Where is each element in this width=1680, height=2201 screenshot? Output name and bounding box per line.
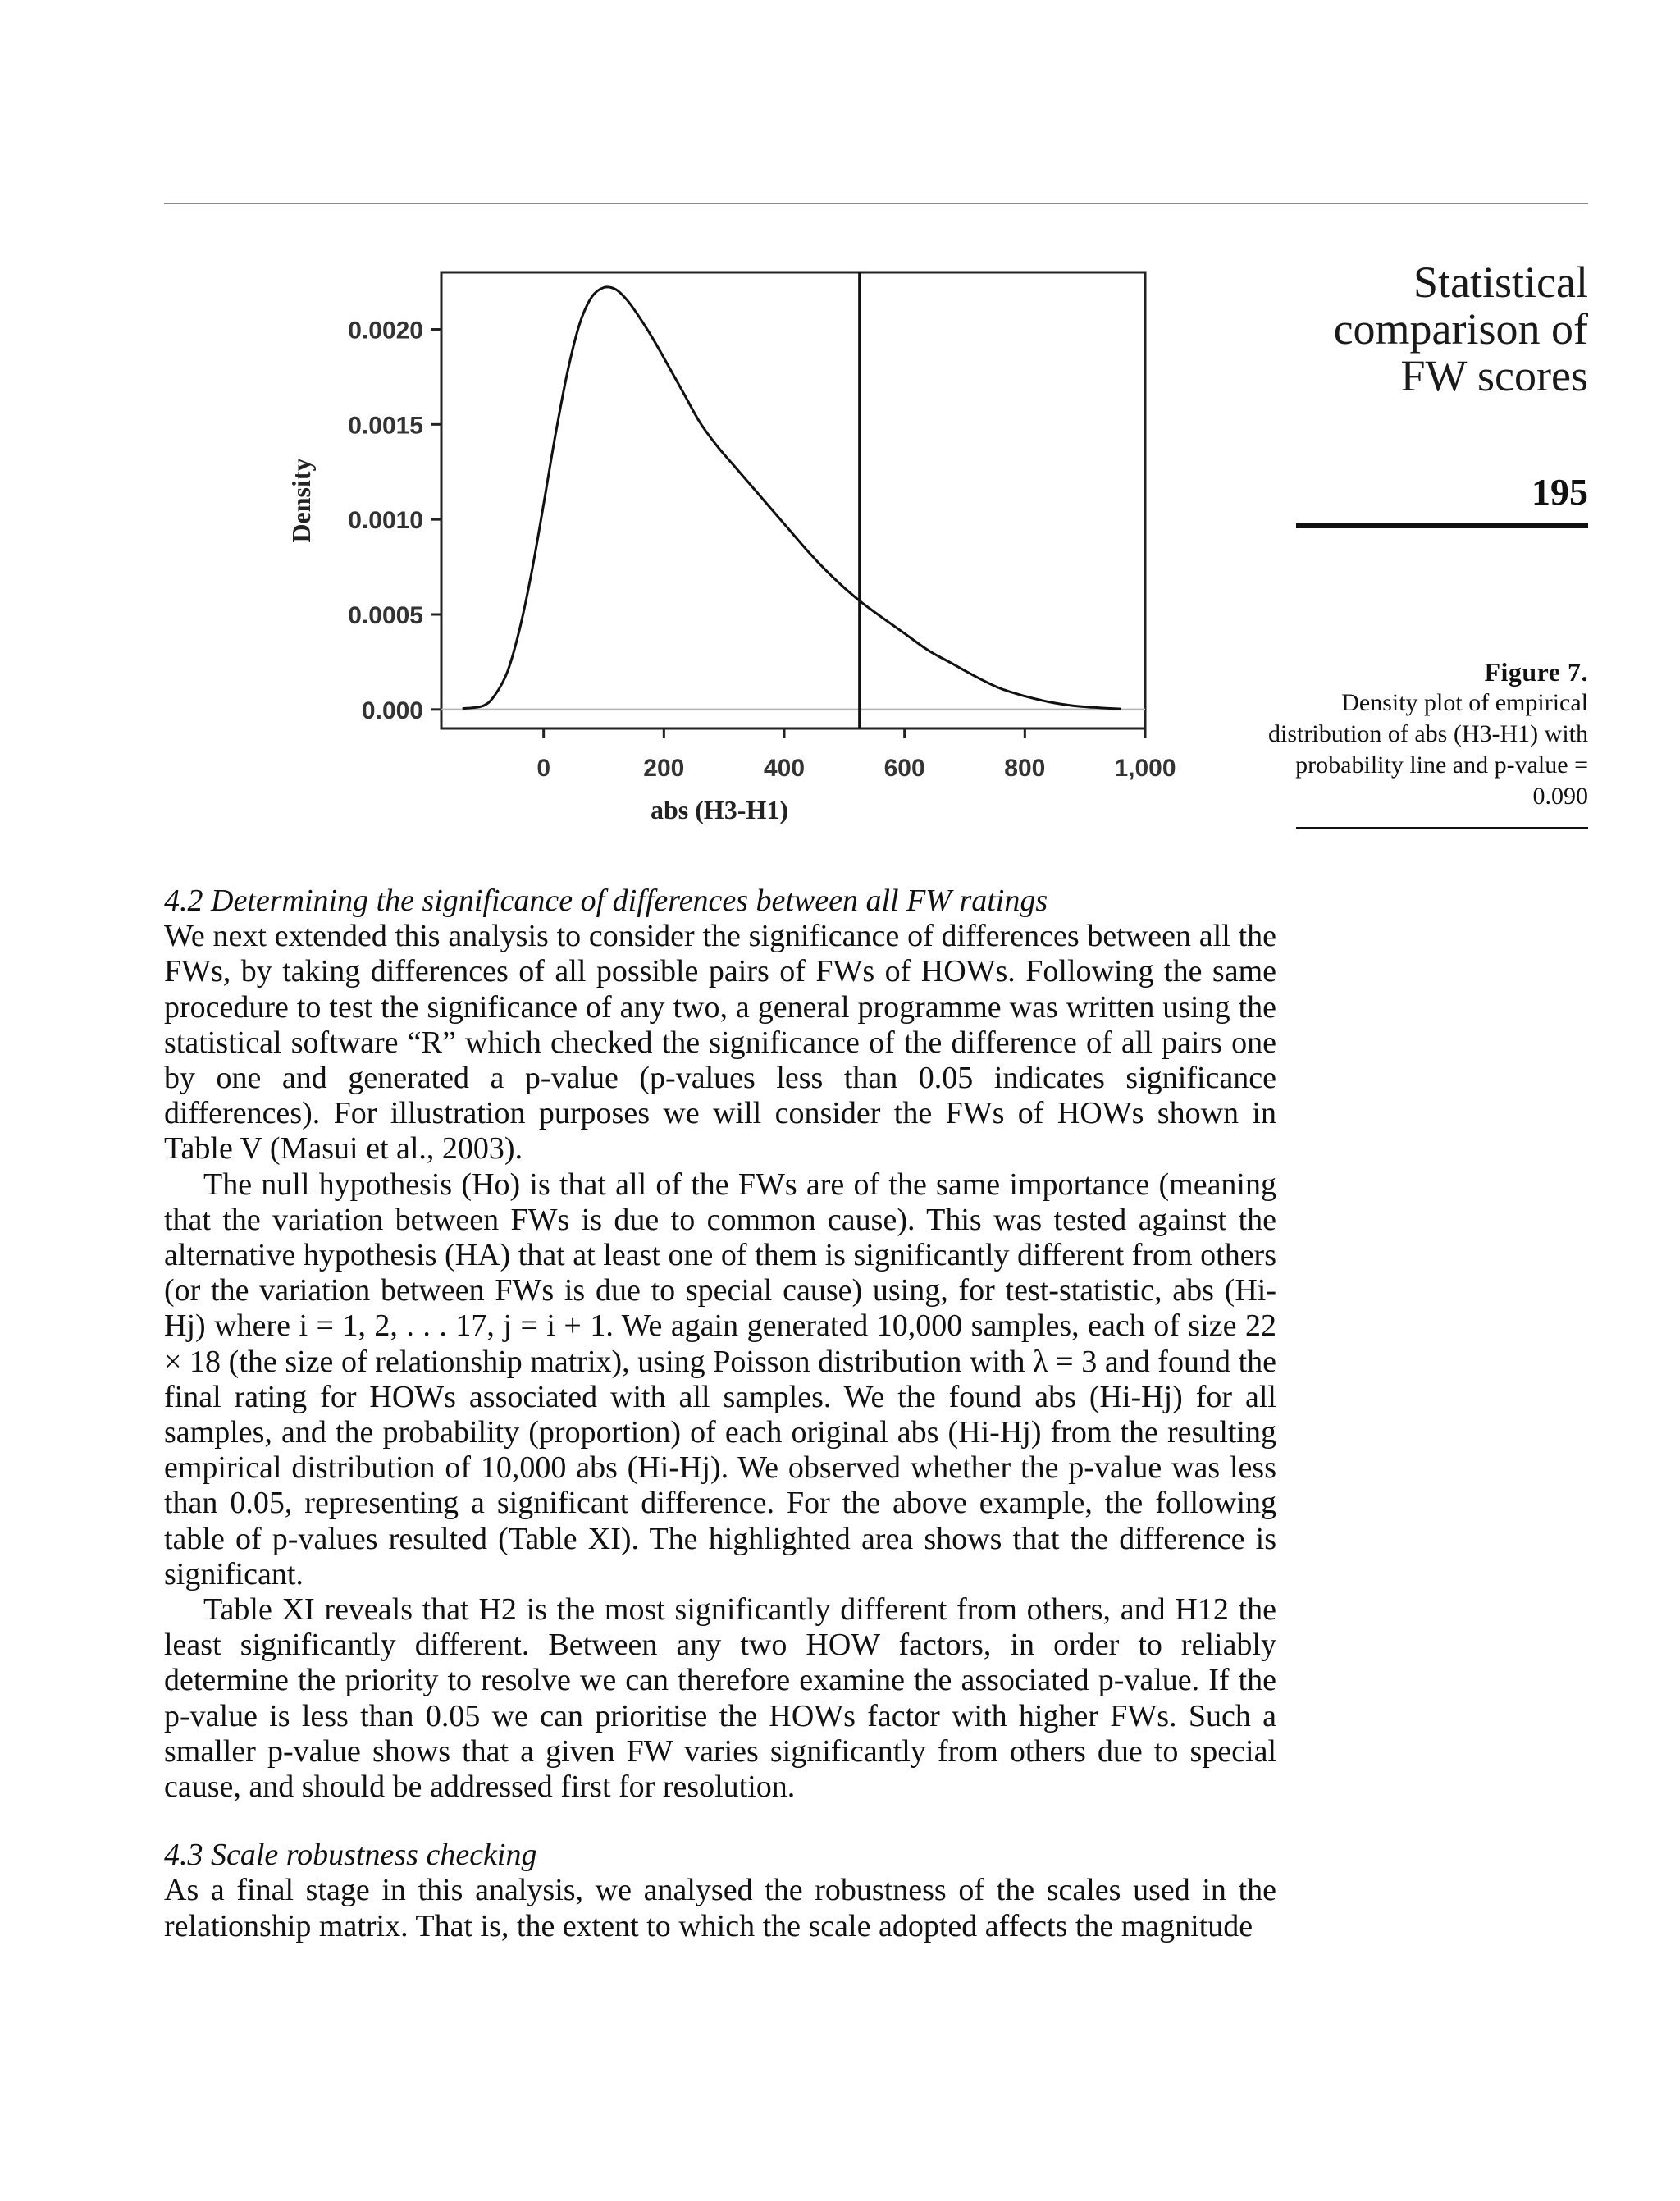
y-tick-label: 0.0015 — [348, 412, 423, 440]
section-4-2-paragraph-1: We next extended this analysis to consider the significance of differences between all the FWs, by taking differences of all possible pairs of FWs of HOWs. Following the same procedure to test the significance of any two, a general programme was written using the statistical software “R” which checked the significance of the difference of all pairs one by one and generated a p-value (p-values less than 0.05 indicates significance differences). For illustration purposes we will consider the FWs of HOWs shown in Table V (Masui et al., 2003). — [164, 919, 1276, 1167]
x-tick-label: 400 — [763, 755, 806, 782]
x-tick-label: 200 — [643, 755, 685, 782]
x-tick-label: 800 — [1004, 755, 1046, 782]
y-tick-label: 0.000 — [361, 696, 423, 724]
header-rule — [164, 203, 1588, 204]
x-tick-label: 600 — [883, 755, 925, 782]
running-head-title — [1296, 259, 1588, 400]
figure-7-chart — [279, 263, 1176, 829]
section-4-2-paragraph-3: Table XI reveals that H2 is the most significantly different from others, and H12 the least significantly different. Between any two HOW factors, in order to reliably determine the priority to resolve we can therefore examine the associated p-value. If the p-value is less than 0.05 we can prioritise the HOWs factor with higher FWs. Such a smaller p-value shows that a given FW varies significantly from others due to special cause, and should be addressed first for resolution. — [164, 1592, 1276, 1805]
x-tick-label: 0 — [536, 755, 551, 782]
x-tick-label: 1,000 — [1114, 755, 1176, 782]
page-number-rule — [1296, 523, 1588, 528]
section-4-3-paragraph-1: As a final stage in this analysis, we analysed the robustness of the scales used in the relationship matrix. That is, the extent to which the scale adopted affects the magnitude — [164, 1873, 1276, 1943]
body-text — [164, 884, 1276, 1944]
section-4-2-heading: 4.2 Determining the significance of differences between all FW ratings — [164, 884, 1048, 918]
running-head-line-1: Statistical — [1413, 258, 1588, 307]
y-tick-label: 0.0020 — [348, 317, 423, 345]
plot-background — [279, 263, 1165, 829]
x-axis-label: abs (H3-H1) — [651, 795, 788, 824]
page-number: 195 — [1532, 471, 1588, 513]
running-head-line-2: comparison of — [1333, 304, 1588, 354]
figure-caption — [1263, 656, 1588, 812]
caption-rule — [1296, 827, 1588, 829]
figure-label: Figure 7. — [1484, 657, 1588, 687]
figure-caption-text: Density plot of empirical distribution of abs (H3-H1) with probability line and p-value = 0.090 — [1268, 689, 1588, 810]
density-plot — [279, 263, 1176, 829]
section-4-3-heading: 4.3 Scale robustness checking — [164, 1838, 537, 1873]
y-tick-label: 0.0005 — [348, 602, 423, 629]
section-gap — [164, 1805, 1276, 1838]
running-head-line-3: FW scores — [1400, 351, 1588, 400]
y-axis-label: Density — [286, 458, 316, 543]
section-4-2-paragraph-2: The null hypothesis (Ho) is that all of the FWs are of the same importance (meaning that the variation between FWs is due to common cause). This was tested against the alternative hypothesis (HA) that at least one of them is significantly different from others (or the variation between FWs is due to special cause) using, for test-statistic, abs (Hi-Hj) where i = 1, 2, . . . 17, j = i + 1. We again generated 10,000 samples, each of size 22 × 18 (the size of relationship matrix), using Poisson distribution with λ = 3 and found the final rating for HOWs associated with all samples. We the found abs (Hi-Hj) for all samples, and the probability (proportion) of each original abs (Hi-Hj) from the resulting empirical distribution of 10,000 abs (Hi-Hj). We observed whether the p-value was less than 0.05, representing a significant difference. For the above example, the following table of p-values resulted (Table XI). The highlighted area shows that the difference is significant. — [164, 1167, 1276, 1591]
y-tick-label: 0.0010 — [348, 507, 423, 535]
